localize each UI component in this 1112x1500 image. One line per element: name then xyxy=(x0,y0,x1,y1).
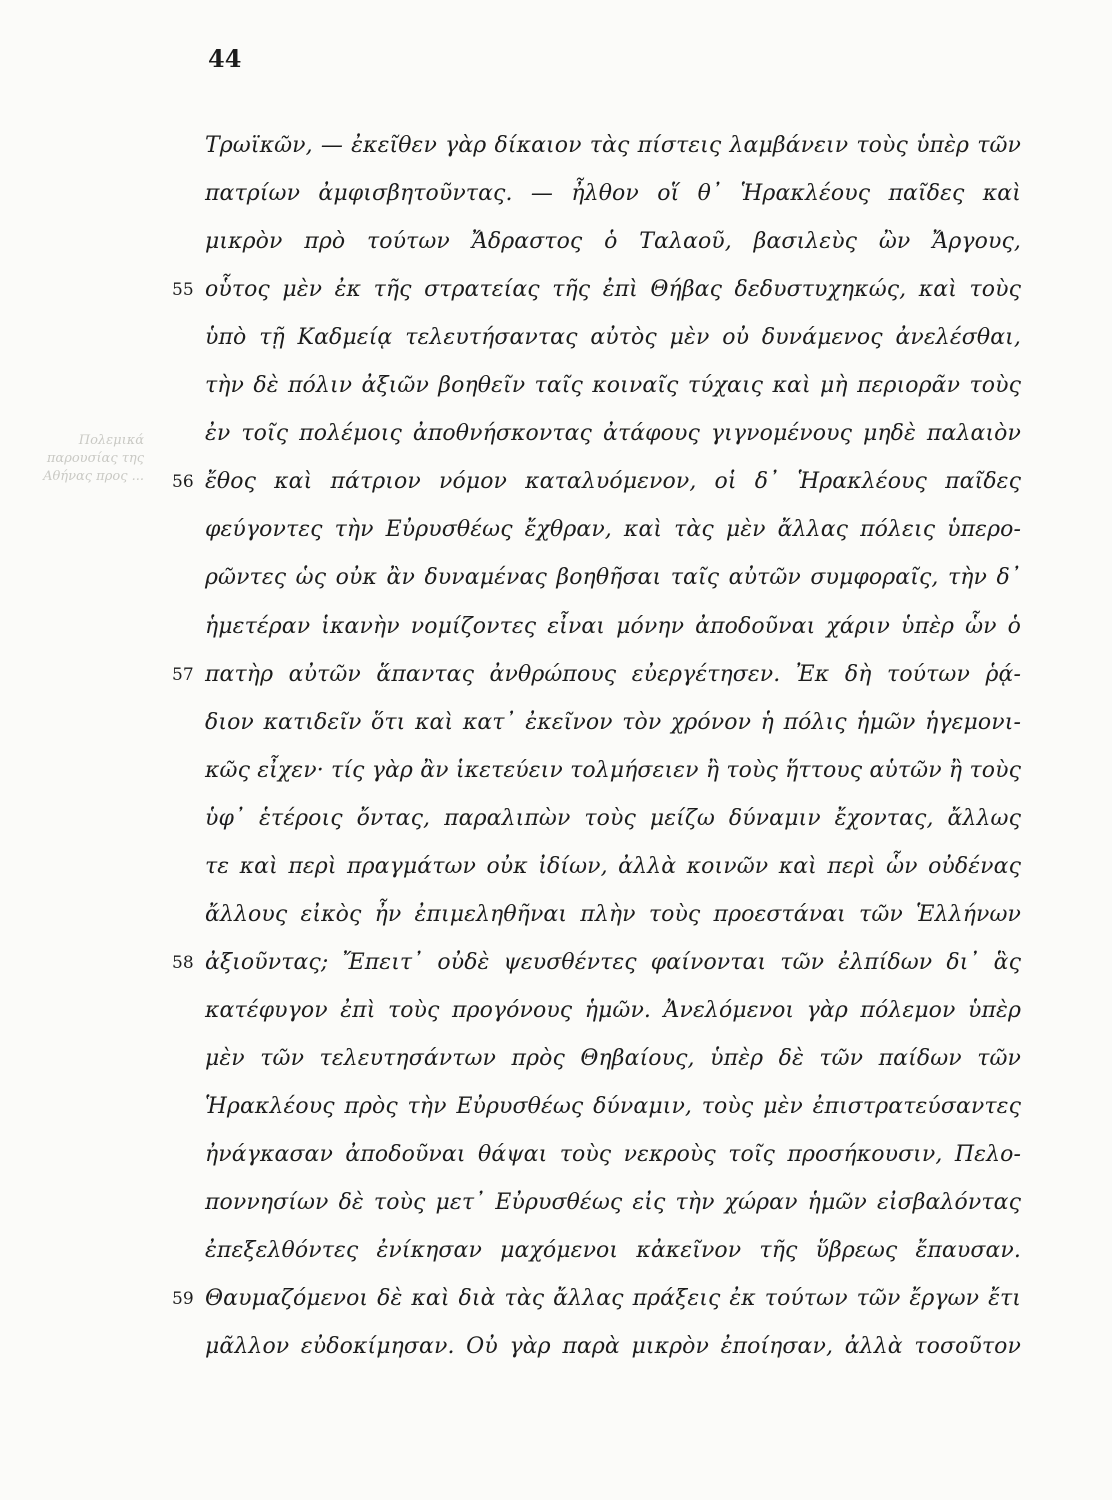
text-line: ρῶντες ὡς οὐκ ἂν δυναμένας βοηθῆσαι ταῖς αὐτῶν συμφοραῖς, τὴν δ᾽ xyxy=(205,565,1021,590)
text-line: Τρωϊκῶν, — ἐκεῖθεν γὰρ δίκαιον τὰς πίστεις λαμβάνειν τοὺς ὑπὲρ τῶν xyxy=(205,133,1021,158)
text-line: πατὴρ αὐτῶν ἅπαντας ἀνθρώπους εὐεργέτησεν. Ἐκ δὴ τούτων ῥᾴ- xyxy=(205,662,1021,687)
text-line: ἡμετέραν ἱκανὴν νομίζοντες εἶναι μόνην ἀποδοῦναι χάριν ὑπὲρ ὧν ὁ xyxy=(205,614,1021,639)
text-line: μᾶλλον εὐδοκίμησαν. Οὐ γὰρ παρὰ μικρὸν ἐποίησαν, ἀλλὰ τοσοῦτον xyxy=(205,1334,1021,1359)
section-number: 56 xyxy=(172,472,194,492)
section-number: 58 xyxy=(172,953,194,973)
section-number: 59 xyxy=(172,1289,194,1309)
text-line: μὲν τῶν τελευτησάντων πρὸς Θηβαίους, ὑπὲρ δὲ τῶν παίδων τῶν xyxy=(205,1046,1021,1071)
text-line: κῶς εἶχεν· τίς γὰρ ἂν ἱκετεύειν τολμήσειεν ἢ τοὺς ἥττους αὑτῶν ἢ τοὺς xyxy=(205,758,1021,783)
text-line: ἠνάγκασαν ἀποδοῦναι θάψαι τοὺς νεκροὺς τοῖς προσήκουσιν, Πελο- xyxy=(205,1142,1021,1167)
text-line: Θαυμαζόμενοι δὲ καὶ διὰ τὰς ἄλλας πράξεις ἐκ τούτων τῶν ἔργων ἔτι xyxy=(205,1286,1021,1311)
text-line: ποννησίων δὲ τοὺς μετ᾽ Εὐρυσθέως εἰς τὴν χώραν ἡμῶν εἰσβαλόντας xyxy=(205,1190,1021,1215)
text-line: φεύγοντες τὴν Εὐρυσθέως ἔχθραν, καὶ τὰς μὲν ἄλλας πόλεις ὑπερο- xyxy=(205,517,1021,542)
text-line: κατέφυγον ἐπὶ τοὺς προγόνους ἡμῶν. Ἀνελόμενοι γὰρ πόλεμον ὑπὲρ xyxy=(205,998,1021,1023)
text-line: πατρίων ἀμφισβητοῦντας. — ἦλθον οἵ θ᾽ Ἡρακλέους παῖδες καὶ xyxy=(205,181,1021,206)
section-number: 57 xyxy=(172,665,194,685)
text-line: διον κατιδεῖν ὅτι καὶ κατ᾽ ἐκεῖνον τὸν χρόνον ἡ πόλις ἡμῶν ἡγεμονι- xyxy=(205,710,1021,735)
text-line: τὴν δὲ πόλιν ἀξιῶν βοηθεῖν ταῖς κοιναῖς τύχαις καὶ μὴ περιορᾶν τοὺς xyxy=(205,373,1021,398)
text-line: τε καὶ περὶ πραγμάτων οὐκ ἰδίων, ἀλλὰ κοινῶν καὶ περὶ ὧν οὐδένας xyxy=(205,854,1021,879)
page-number: 44 xyxy=(208,44,242,73)
text-line: ἄλλους εἰκὸς ἦν ἐπιμεληθῆναι πλὴν τοὺς προεστάναι τῶν Ἑλλήνων xyxy=(205,902,1021,927)
text-line: ἐπεξελθόντες ἐνίκησαν μαχόμενοι κἀκεῖνον τῆς ὕβρεως ἔπαυσαν. xyxy=(205,1238,1021,1263)
text-line: οὗτος μὲν ἐκ τῆς στρατείας τῆς ἐπὶ Θήβας δεδυστυχηκώς, καὶ τοὺς xyxy=(205,277,1021,302)
text-line: ὑφ᾽ ἑτέροις ὄντας, παραλιπὼν τοὺς μείζω δύναμιν ἔχοντας, ἄλλως xyxy=(205,806,1021,831)
text-line: ἐν τοῖς πολέμοις ἀποθνήσκοντας ἀτάφους γιγνομένους μηδὲ παλαιὸν xyxy=(205,421,1021,446)
text-line: ἔθος καὶ πάτριον νόμον καταλυόμενον, οἱ δ᾽ Ἡρακλέους παῖδες xyxy=(205,469,1021,494)
section-number: 55 xyxy=(172,280,194,300)
text-line: Ἡρακλέους πρὸς τὴν Εὐρυσθέως δύναμιν, τοὺς μὲν ἐπιστρατεύσαντες xyxy=(205,1094,1021,1119)
margin-note: Πολεμικά παρουσίας της Αθήνας προς ... xyxy=(43,433,144,484)
text-line: μικρὸν πρὸ τούτων Ἄδραστος ὁ Ταλαοῦ, βασιλεὺς ὢν Ἄργους, xyxy=(205,229,1021,254)
text-line: ὑπὸ τῇ Καδμείᾳ τελευτήσαντας αὐτὸς μὲν οὐ δυνάμενος ἀνελέσθαι, xyxy=(205,325,1021,350)
text-line: ἀξιοῦντας; Ἔπειτ᾽ οὐδὲ ψευσθέντες φαίνονται τῶν ἐλπίδων δι᾽ ἃς xyxy=(205,950,1021,975)
